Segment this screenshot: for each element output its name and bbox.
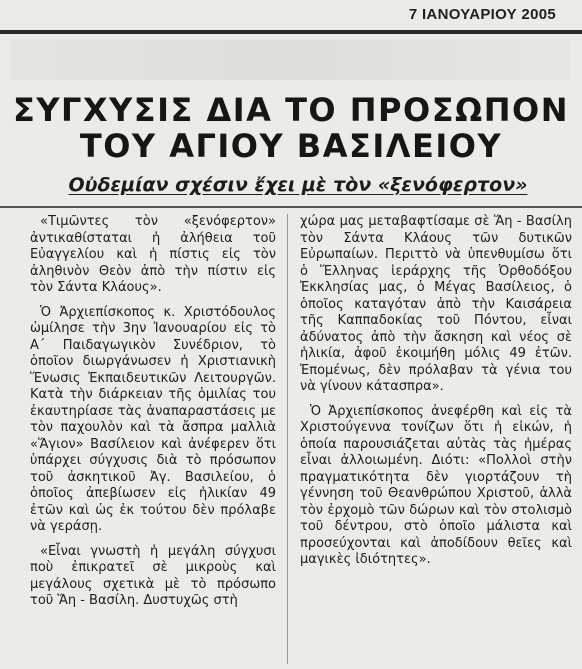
article-column-right xyxy=(300,214,572,577)
article-column-left xyxy=(30,214,276,618)
right-paragraph-1: χώρα μας μεταβαφτίσαμε σὲ Ἅη - Βασίλη τὸν Σάντα Κλάους τῶν δυτικῶν Εὐρωπαίων. Περιττὸ νὰ ὑπενθυμίσω ὅτι ὁ Ἕλληνας ἱεράρχης τῆς Ὀρθοδόξου Ἐκκλησίας μας, ὁ Μέγας Βασίλειος, ὁ ὁποῖος καταγόταν ἀπὸ τὴν Καισάρεια τῆς Καππαδοκίας τοῦ Πόντου, εἶναι ἀδύνατος ἀπὸ τὴν ἄσκηση καὶ νέος σὲ ἡλικία, ἀφοῦ ἐκοιμήθη μόλις 49 ἐτῶν. Ἑπομένως, δὲν πρόλαβαν τὰ γένια του νὰ γίνουν κάτασπρα». xyxy=(300,214,572,394)
right-paragraph-2: Ὁ Ἀρχιεπίσκοπος ἀνεφέρθη καὶ εἰς τὰ Χριστούγεννα τονίζων ὅτι ἡ εἰκών, ἡ ὁποία παρουσιάζεται αὐτὰς τὰς ἡμέρας εἶναι ἀλλοιωμένη. Διότι: «Πολλοὶ στὴν πραγματικότητα δὲν γιορτάζουν τὴ γέννηση τοῦ Θεανθρώπου Χριστοῦ, ἀλλὰ τὸν ἐρχομὸ τῶν δώρων καὶ τὸν στολισμὸ τοῦ δέντρου, στὸ ὁποῖο μάλιστα καὶ προσεύχονται καὶ ἀποδίδουν θεῖες καὶ μαγικὲς ἰδιότητες». xyxy=(300,403,572,567)
left-paragraph-3: «Εἶναι γνωστὴ ἡ μεγάλη σύγχυσι ποὺ ἐπικρατεῖ σὲ μικροὺς καὶ μεγάλους σχετικὰ μὲ τὸ πρόσωπο τοῦ Ἅη - Βασίλη. Δυστυχῶς στὴ xyxy=(30,543,276,608)
section-rule xyxy=(0,206,582,208)
top-rule xyxy=(0,30,582,34)
left-paragraph-2: Ὁ Ἀρχιεπίσκοπος κ. Χριστόδουλος ὡμίλησε τὴν 3ην Ἰανουαρίου εἰς τὸ Α΄ Παιδαγωγικὸν Συνέδριον, τὸ ὁποῖον διωργάνωσεν ἡ Χριστιανικὴ Ἕνωσις Ἐκπαιδευτικῶν Λειτουργῶν. Κατὰ τὴν διάρκειαν τῆς ὁμιλίας του ἐκαυτηρίασε τὰς ἀναπαραστάσεις με τὸν παχουλὸν καὶ τὰ ἄσπρα μαλλιὰ «Ἅγιον» Βασίλειον καὶ ἀνέφερεν ὅτι ὑπάρχει σύγχυσις διὰ τὸ πρόσωπον τοῦ ἀσκητικοῦ Ἀγ. Βασιλείου, ὁ ὁποῖος ἀπεβίωσεν εἰς ἡλικίαν 49 ἐτῶν καὶ ὡς ἐκ τούτου δὲν πρόλαβε νὰ γεράσῃ. xyxy=(30,304,276,534)
bleed-through-texture xyxy=(10,40,570,80)
column-divider xyxy=(287,214,288,664)
headline-line-2: ΤΟΥ ΑΓΙΟΥ ΒΑΣΙΛΕΙΟΥ xyxy=(79,127,503,165)
headline-line-1: ΣΥΓΧΥΣΙΣ ΔΙΑ ΤΟ ΠΡΟΣΩΠΟΝ xyxy=(12,91,570,129)
issue-date: 7 ΙΑΝΟΥΑΡΙΟΥ 2005 xyxy=(408,6,556,23)
subheadline: Οὐδεμίαν σχέσιν ἔχει μὲ τὸν «ξενόφερτον» xyxy=(68,174,528,196)
left-paragraph-1: «Τιμῶντες τὸν «ξενόφερτον» ἀντικαθίσταται ἡ ἀλήθεια τοῦ Εὐαγγελίου καὶ ἡ πίστις εἰς τὸν ἀληθινὸν Θεὸν ἀπὸ τὴν πίστιν εἰς τὸν Σάντα Κλάους». xyxy=(30,214,276,295)
